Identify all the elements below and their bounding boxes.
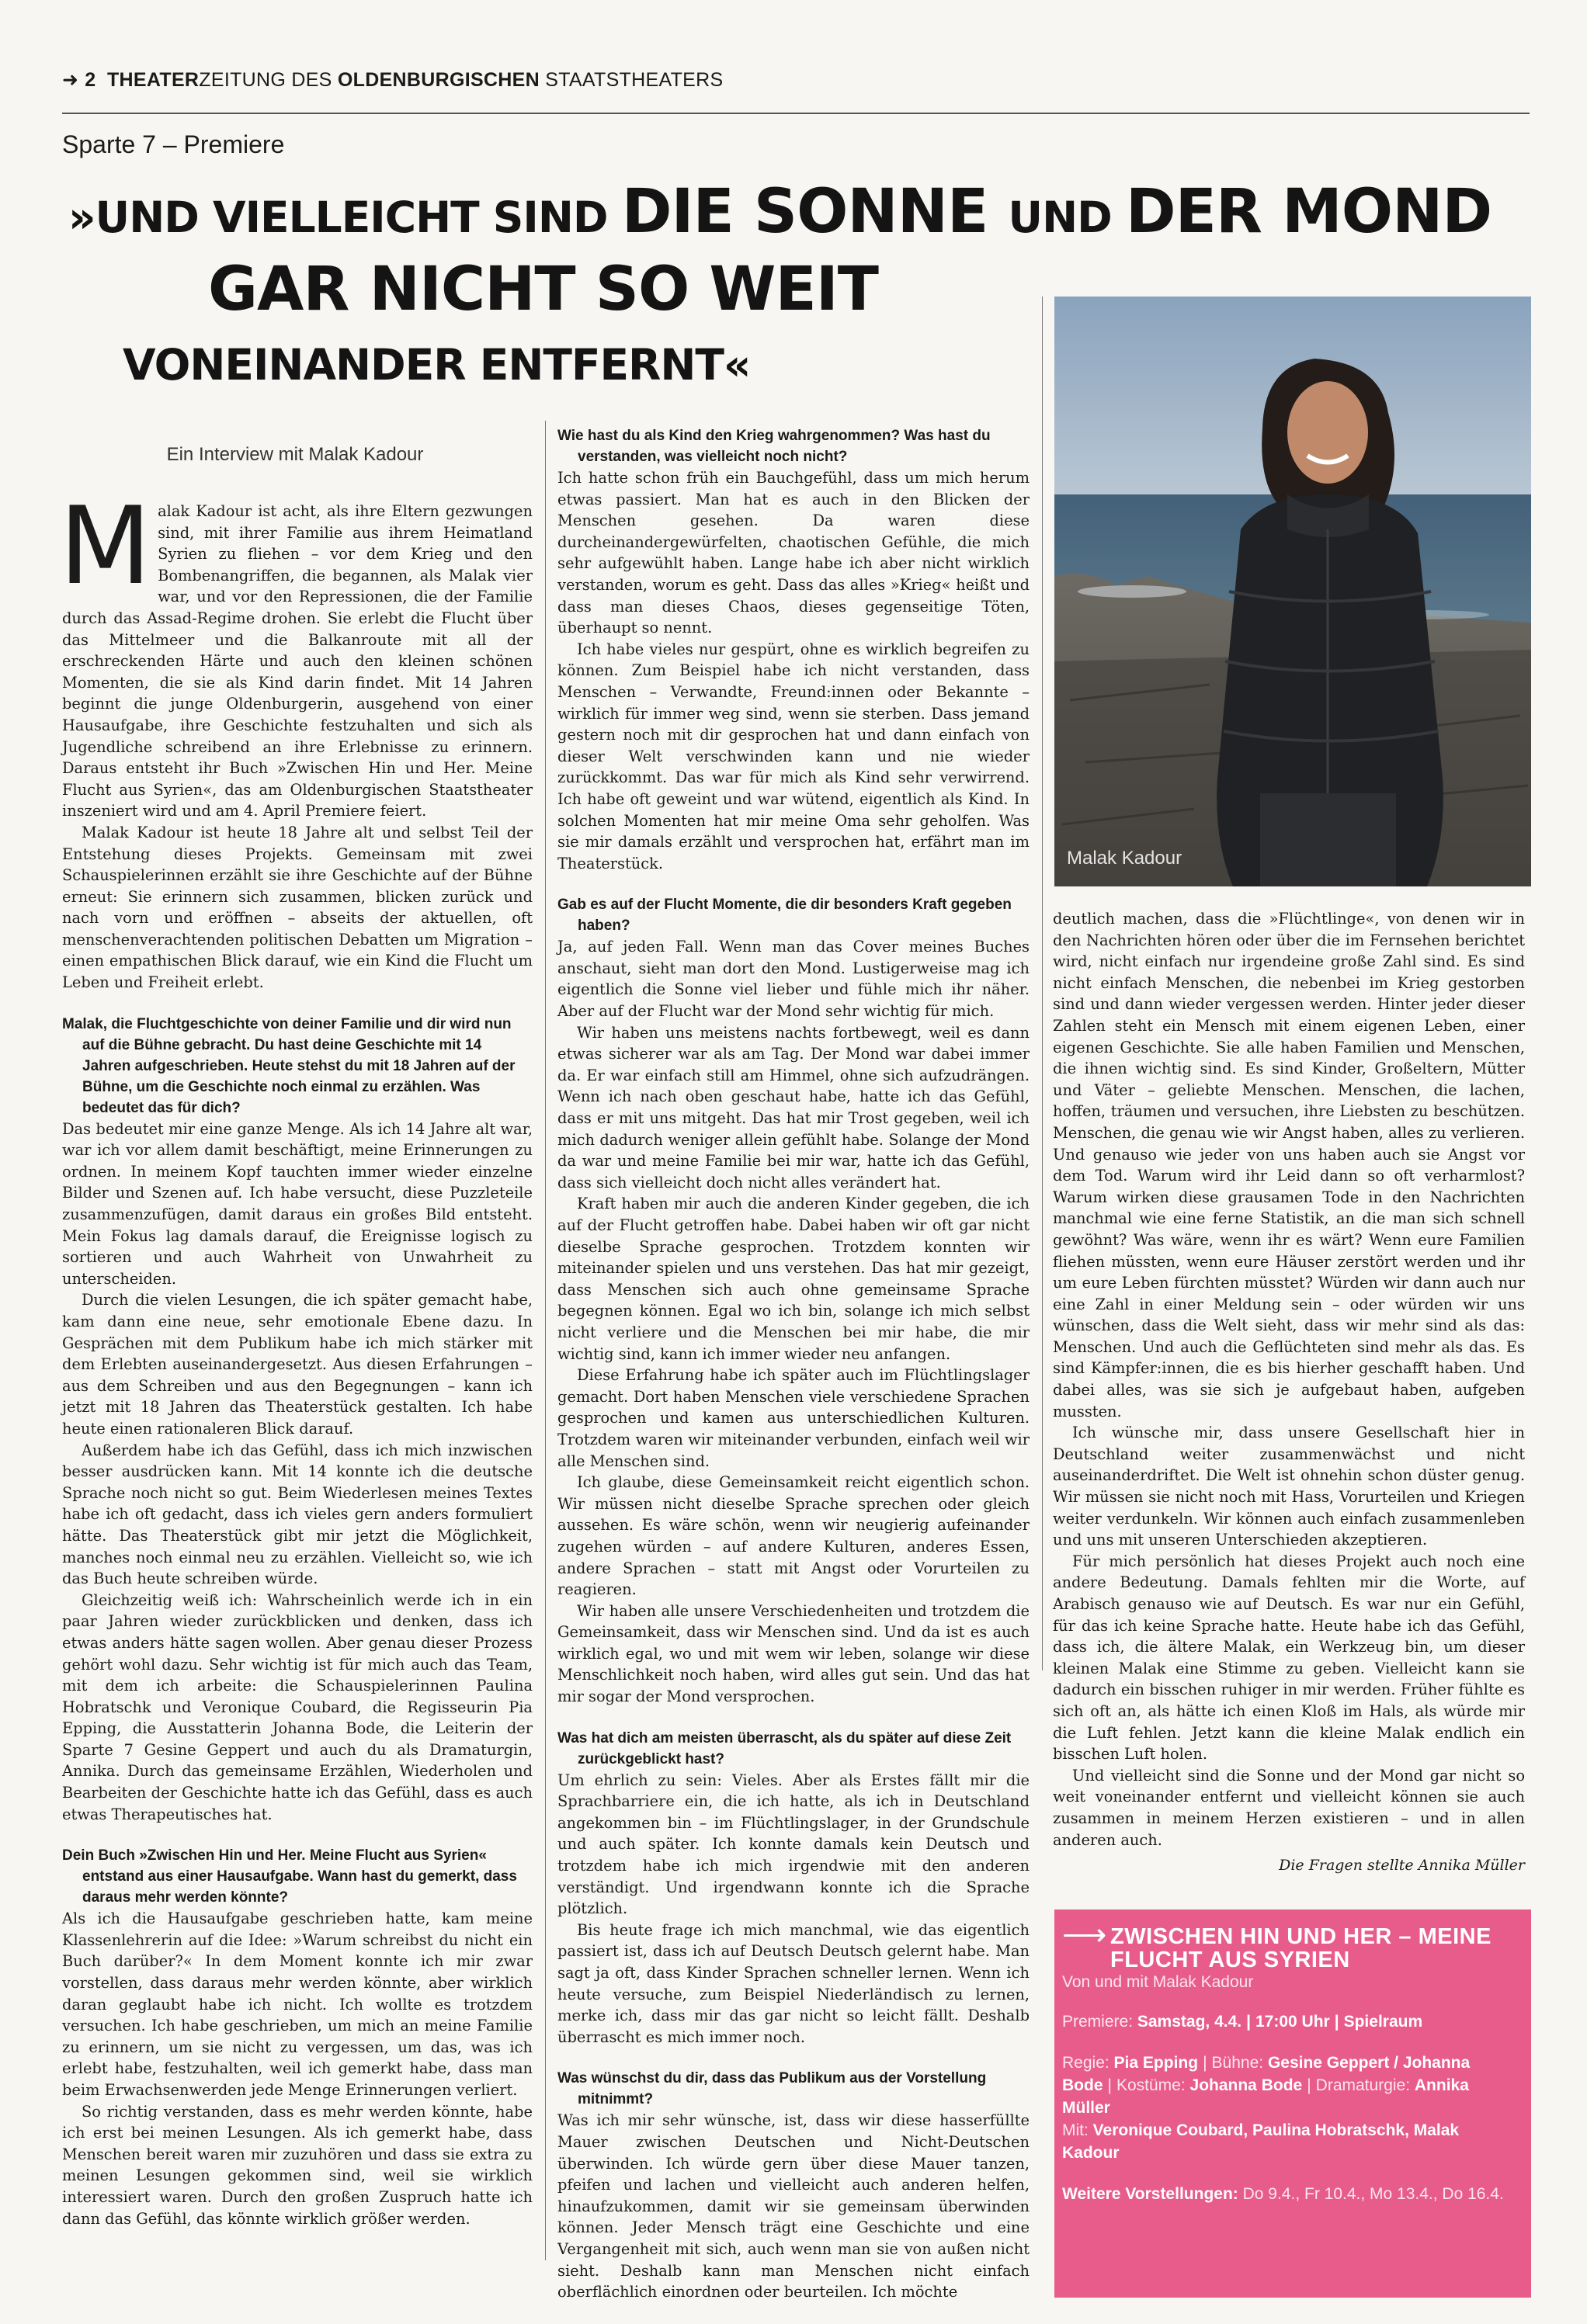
interview-question: Wie hast du als Kind den Krieg wahrgenommen? Was hast du verstanden, was vielleicht noch nicht?	[557, 428, 991, 465]
further-dates-value: Do 9.4., Fr 10.4., Mo 13.4., Do 16.4.	[1242, 2185, 1504, 2203]
interview-question: Dein Buch »Zwischen Hin und Her. Meine Flucht aus Syrien« entstand aus einer Hausaufgabe. Wann hast du gemerkt, dass daraus mehr werden könnte?	[62, 1847, 517, 1906]
paragraph: Ich glaube, diese Gemeinsamkeit reicht eigentlich schon. Wir müssen nicht dieselbe Sprache sprechen oder gleich aussehen. Es wäre schön, wenn wir neugierig aufeinander zugehen würden – auf andere Kulturen, anderes Essen, andere Sprachen – statt mit Angst oder Vorurteilen zu reagieren.	[557, 1473, 1030, 1599]
cast-list: Veronique Coubard, Paulina Hobratschk, Malak Kadour	[1062, 2121, 1460, 2162]
article-column-2	[557, 425, 1030, 2303]
credit-value: Annika Müller	[1062, 2076, 1469, 2117]
team-credits: Regie: Pia Epping | Bühne: Gesine Geppert / Johanna Bode | Kostüme: Johanna Bode | Dramaturgie: Annika Müller Mit: Veronique Coubard, Paulina Hobratschk, Malak Kadour	[1062, 2054, 1471, 2162]
interview-question: Malak, die Fluchtgeschichte von deiner Familie und dir wird nun auf die Bühne gebracht. Du hast deine Geschichte mit 14 Jahren aufgeschrieben. Heute stehst du mit 18 Jahren auf der Bühne, um die Geschichte noch einmal zu erzählen. Was bedeutet das für dich?	[62, 1015, 516, 1116]
production-subtitle: Von und mit Malak Kadour	[1062, 1973, 1254, 1991]
page-number: 2	[85, 69, 96, 91]
interview-answer: Ich hatte schon früh ein Bauchgefühl, dass um mich herum etwas passiert. Man hat es auch in den Blicken der Menschen gesehen. Da waren diese durcheinandergewürfelten, chaotischen Gefühle, die mich sehr aufgewühlt haben. Lange habe ich aber nicht wirklich verstanden, worum es geht. Dass das alles »Krieg« heißt und dass man dieses Chaos, dieses gegenseitige Töten, überhaupt so nennt.	[557, 469, 1030, 637]
headline-part: UND	[1008, 193, 1126, 242]
portrait-illustration	[1054, 297, 1531, 886]
paragraph: Kraft haben mir auch die anderen Kinder gegeben, die ich auf der Flucht getroffen habe. Dabei haben wir oft gar nicht dieselbe Sprache gesprochen. Trotzdem konnten wir miteinander spielen und uns verstehen. Das hat mir gezeigt, dass Menschen sich auch ohne gemeinsame Sprache begegnen können. Egal wo ich bin, solange ich mich selbst nicht verliere und die Menschen bei mir habe, die mir wichtig sind, kann ich immer wieder neu anfangen.	[557, 1195, 1030, 1363]
interview-answer: Um ehrlich zu sein: Vieles. Aber als Erstes fällt mir die Sprachbarriere ein, die ich hatte, als ich in Deutschland angekommen bin – im Flüchtlingslager, in der Grundschule und auch später. Ich konnte damals kein Deutsch und trotzdem habe ich mich irgendwie mit den anderen verständigt. Und irgendwann konnte ich die Sprache plötzlich.	[557, 1771, 1030, 1918]
credit-label: Kostüme:	[1116, 2076, 1190, 2094]
credit-label: Bühne:	[1211, 2054, 1268, 2072]
arrow-right-icon: ➜	[62, 69, 79, 91]
house-rest: STAATSTHEATERS	[539, 69, 724, 91]
premiere-date: Samstag, 4.4.	[1137, 2013, 1242, 2031]
premiere-venue: Spielraum	[1343, 2013, 1423, 2031]
headline-part: DIE SONNE	[621, 177, 1009, 247]
paragraph: Ich habe vieles nur gespürt, ohne es wirklich begreifen zu können. Zum Beispiel habe ich nicht verstanden, dass Menschen – Verwandte, Freund:innen oder Bekannte – wirklich für immer weg sind, wenn sie sterben. Dass jemand gestern noch mit dir gesprochen hat und dann einfach von dieser Welt verschwinden kann und nie wieder zurückkommt. Das war für mich als Kind sehr verwirrend. Ich habe oft geweint und war wütend, eigentlich als Kind. In solchen Momenten hat mir meine Oma sehr geholfen. Was sie mir damals erzählt und versprochen hat, erfährt man im Theaterstück.	[557, 640, 1030, 872]
drop-cap: M	[59, 484, 152, 609]
headline-line-1	[68, 177, 1492, 247]
article-column-3	[1053, 908, 1525, 1851]
credit-value: Gesine Geppert / Johanna Bode	[1062, 2054, 1471, 2094]
paragraph: Durch die vielen Lesungen, die ich später gemacht habe, kam dann eine neue, sehr emotionale Ebene dazu. In Gesprächen mit dem Publikum habe ich mich stärker mit dem Erlebten auseinandergesetzt. Aus diesen Erfahrungen – aus dem Schreiben und aus den Begegnungen – kann ich jetzt mit 18 Jahren das Theaterstück gestalten. Ich habe heute einen rationaleren Blick darauf.	[62, 1291, 533, 1438]
paragraph: Wir haben alle unsere Verschiedenheiten und trotzdem die Gemeinsamkeit, dass wir Menschen sind. Und da ist es auch wirklich egal, wo und mit wem wir leben, solange wir diese Menschlichkeit noch haben, wird alles gut sein. Und das hat mir sogar der Mond versprochen.	[557, 1601, 1030, 1706]
intro-text: alak Kadour ist acht, als ihre Eltern gezwungen sind, mit ihrer Familie aus ihrem Heimatland Syrien zu fliehen – vor dem Krieg und den Bombenangriffen, die begannen, als Malak vier war, und vor den Repressionen, die der Familie durch das Assad-Regime drohen. Sie erlebt die Flucht über das Mittelmeer und die Balkanroute mit all der erschreckenden Härte und auch den kleinen schönen Momenten, die sie als Kind darin findet. Mit 14 Jahren beginnt die junge Oldenburgerin, ausgehend von einer Hausaufgabe, ihre Geschichte festzuhalten und sich als Jugendliche schreibend an ihre Erlebnisse zu erinnern. Daraus entsteht ihr Buch »Zwischen Hin und Her. Meine Flucht aus Syrien«, das am Oldenburgischen Staatstheater inszeniert wird und am 4. April Premiere feiert.	[62, 502, 533, 820]
paragraph: deutlich machen, dass die »Flüchtlinge«, von denen wir in den Nachrichten hören oder über die im Fernsehen berichtet wird, nicht einfach nur irgendeine große Zahl sind. Es sind nicht einfach Menschen, die nebenbei im Krieg gestorben sind und dann wieder vergessen werden. Hinter jeder dieser Zahlen steht ein Mensch mit einem eigenen Leben, einer eigenen Geschichte. Sie alle haben Familien und Menschen, die ihnen wichtig sind. Es sind Kinder, Großeltern, Mütter und Väter – geliebte Menschen. Menschen, die lachen, hoffen, träumen und versuchen, ihre Liebsten zu beschützen. Menschen, die genau wie wir Angst haben, alles zu verlieren. Und genauso wie jeder von uns haben auch sie Angst vor dem Tod. Warum wird ihr Leid dann so oft verharmlost? Warum wirken diese grausamen Tode in den Nachrichten manchmal wie eine ferne Statistik, an die man sich schnell gewöhnt? Was wäre, wenn ihr es wärt? Wenn eure Familien fliehen müssten, wenn eure Häuser zerstört werden und ihr um eure Leben fürchten müsstet? Würden wir dann auch nur eine Zahl in einer Meldung sein – oder würden wir uns wünschen, dass die Welt sieht, dass wir mehr sind als das: Menschen. Und auch die Geflüchteten sind mehr als das. Es sind Kämpfer:innen, die es bis hierher geschafft haben. Und dabei alles, was sie sich je aufgebaut haben, aufgeben mussten.	[1053, 910, 1525, 1420]
headline-part: DER MOND	[1125, 177, 1492, 247]
article-column-1	[59, 484, 533, 2229]
credit-label: Regie:	[1062, 2054, 1114, 2072]
interview-question: Was wünschst du dir, dass das Publikum aus der Vorstellung mitnimmt?	[557, 2070, 987, 2108]
headline-part: »UND VIELLEICHT SIND	[68, 193, 622, 242]
column-divider	[1042, 297, 1043, 1670]
interview-question: Was hat dich am meisten überrascht, als du später auf diese Zeit zurückgeblickt hast?	[557, 1729, 1012, 1767]
further-dates-label: Weitere Vorstellungen:	[1062, 2185, 1243, 2203]
interview-answer: Was ich mir sehr wünsche, ist, dass wir diese hasserfüllte Mauer zwischen Deutschen und Nicht-Deutschen überwinden. Ich würde gern über diese Mauer tanzen, pfeifen und lachen und vielleicht auch anderen helfen, hinaufzukommen, damit wir sie gemeinsam überwinden können. Jeder Mensch trägt eine Geschichte und eine Vergangenheit mit sich, auch wenn man sie von außen nicht sieht. Deshalb kann man Menschen nicht einfach oberflächlich einordnen oder beurteilen. Ich möchte	[557, 2111, 1030, 2301]
page-header	[62, 68, 723, 92]
performance-info-box	[1054, 1909, 1531, 2298]
premiere-info: Premiere: Samstag, 4.4. | 17:00 Uhr | Spielraum	[1062, 2013, 1423, 2031]
byline: Ein Interview mit Malak Kadour	[166, 444, 424, 465]
premiere-time: 17:00 Uhr	[1255, 2013, 1330, 2031]
production-title-text: ZWISCHEN HIN UND HER – MEINE FLUCHT AUS SYRIEN	[1110, 1924, 1492, 1972]
production-title	[1062, 1918, 1520, 1972]
paragraph: Malak Kadour ist heute 18 Jahre alt und selbst Teil der Entstehung dieses Projekts. Gemeinsam mit zwei Schauspielerinnen erzählt sie ihre Geschichte auf der Bühne erneut: Sie erinnern sich zusammen, blicken zurück und nach vorn und eröffnen – abseits der aktuellen, oft menschenverachtenden politischen Debatten um Migration – einen empathischen Blick darauf, wie ein Kind die Flucht um Leben und Freiheit erlebt.	[62, 823, 533, 992]
credit-value: Pia Epping	[1113, 2054, 1199, 2072]
paragraph: Und vielleicht sind die Sonne und der Mond gar nicht so weit voneinander entfernt und vielleicht können sie auch zusammen in meinem Herzen existieren – und in allen anderen auch.	[1053, 1766, 1525, 1849]
intro-paragraph	[59, 484, 533, 822]
paragraph: Bis heute frage ich mich manchmal, wie das eigentlich passiert ist, dass ich auf Deutsch Deutsch gelernt habe. Man sagt ja oft, dass Kinder Sprachen schneller lernen. Wenn ich heute versuche, zum Beispiel Niederländisch zu lernen, merke ich, dass mir das gar nicht so leicht fällt. Deshalb überrascht es mich immer noch.	[557, 1920, 1030, 2046]
credit-label: Dramaturgie:	[1315, 2076, 1415, 2094]
interview-answer: Als ich die Hausaufgabe geschrieben hatte, kam meine Klassenlehrerin auf die Idee: »Warum schreibst du nicht ein Buch darüber?« In dem Moment konnte ich mir zwar vorstellen, dass daraus mehr werden könnte, aber wirklich daran geglaubt habe ich nicht. Ich wollte es trotzdem versuchen. Ich habe geschrieben, um mich an meine Familie zu erinnern, um sie nicht zu vergessen, um das, was ich erlebt habe, festzuhalten, weil ich gemerkt habe, dass man beim Erwachsenwerden jede Menge Erinnerungen verliert.	[62, 1909, 533, 2099]
interview-answer: Das bedeutet mir eine ganze Menge. Als ich 14 Jahre alt war, war ich vor allem damit beschäftigt, meine Erinnerungen zu ordnen. In meinem Kopf tauchten immer wieder einzelne Bilder und Szenen auf. Ich habe versucht, diese Puzzleteile zusammenzufügen, damit daraus ein großes Bild entsteht. Mein Fokus lag damals darauf, die Ereignisse logisch zu sortieren und auch Wahrheit von Unwahrheit zu unterscheiden.	[62, 1119, 533, 1288]
credit-label: Mit:	[1062, 2121, 1093, 2139]
arrow-right-icon: ⟶	[1062, 1918, 1107, 1952]
interviewer-credit: Die Fragen stellte Annika Müller	[1279, 1857, 1525, 1874]
house-bold: OLDENBURGISCHEN	[337, 69, 540, 91]
brand-bold: THEATER	[106, 69, 200, 91]
interview-answer: Ja, auf jeden Fall. Wenn man das Cover meines Buches anschaut, sieht man dort den Mond. Lustigerweise mag ich eigentlich die Sonne viel lieber und fühle mich ihr näher. Aber auf der Flucht war der Mond sehr wichtig für mich.	[557, 938, 1030, 1021]
header-divider	[62, 113, 1530, 114]
portrait-photo	[1054, 297, 1531, 886]
paragraph: Gleichzeitig weiß ich: Wahrscheinlich werde ich in ein paar Jahren wieder zurückblicken und denken, dass ich etwas anders hätte sagen wollen. Aber genau dieser Prozess gehört wohl dazu. Sehr wichtig ist für mich auch das Team, mit dem ich arbeite: die Schauspielerinnen Paulina Hobratschk und Veronique Coubard, die Regisseurin Pia Epping, die Ausstatterin Johanna Bode, die Leiterin der Sparte 7 Gesine Geppert und auch du als Dramaturgin, Annika. Durch das gemeinsame Erzählen, Wiederholen und Bearbeiten der Geschichte hatte ich das Gefühl, dass es auch etwas Therapeutisches hat.	[62, 1590, 533, 1823]
interview-question: Gab es auf der Flucht Momente, die dir besonders Kraft gegeben haben?	[557, 897, 1012, 935]
paragraph: Diese Erfahrung habe ich später auch im Flüchtlingslager gemacht. Dort haben Menschen viele verschiedene Sprachen gesprochen und kamen aus unterschiedlichen Kulturen. Trotzdem waren wir miteinander verbunden, einfach weil wir alle Menschen sind.	[557, 1366, 1030, 1470]
paragraph: Ich wünsche mir, dass unsere Gesellschaft hier in Deutschland weiter zusammenwächst und nicht auseinanderdriftet. Die Welt ist ohnehin schon düster genug. Wir müssen sie nicht noch mit Hass, Vorurteilen und Kriegen weiter verdunkeln. Wir können auch einfach zusammenleben und uns mit unseren Unterschieden akzeptieren.	[1053, 1424, 1525, 1549]
section-label: Sparte 7 – Premiere	[62, 130, 285, 158]
column-divider	[545, 421, 546, 2260]
paragraph: Für mich persönlich hat dieses Projekt auch noch eine andere Bedeutung. Damals fehlten mir die Worte, auf Arabisch genauso wie auf Deutsch. Es war nur ein Gefühl, für das ich keine Sprache hatte. Heute habe ich das Gefühl, dass ich, die ältere Malak, ein Werkzeug bin, um dieser kleinen Malak eine Stimme zu geben. Vielleicht kann sie dadurch ein bisschen ruhiger in mir werden. Früher fühlte es sich oft an, als hätte ich einen Kloß im Hals, als würde mir die Luft fehlen. Jetzt kann die kleine Malak endlich ein bisschen Luft holen.	[1053, 1552, 1525, 1764]
headline-line-3: VONEINANDER ENTFERNT«	[123, 340, 751, 390]
headline-line-2: GAR NICHT SO WEIT	[208, 255, 878, 324]
paragraph: Außerdem habe ich das Gefühl, dass ich mich inzwischen besser ausdrücken kann. Mit 14 konnte ich die deutsche Sprache noch nicht so gut. Beim Wiederlesen meines Textes habe ich oft gedacht, dass ich vieles gern anders formuliert hätte. Das Theaterstück gibt mir jetzt die Möglichkeit, manches noch einmal neu zu erzählen. Vielleicht so, wie ich das Buch heute schreiben würde.	[62, 1441, 533, 1588]
brand-rest: ZEITUNG DES	[199, 69, 338, 91]
paragraph: Wir haben uns meistens nachts fortbewegt, weil es dann etwas sicherer war als am Tag. Der Mond war dabei immer da. Er war einfach still am Himmel, ohne sich aufzudrängen. Wenn ich nach oben geschaut habe, hatte ich das Gefühl, dass er mit uns mitgeht. Das hat mir Trost gegeben, weil ich mich dadurch weniger allein gefühlt habe. Solange der Mond da war und meine Familie bei mir war, hatte ich das Gefühl, dass sich vielleicht doch nicht alles verändert hat.	[557, 1023, 1030, 1191]
paragraph: So richtig verstanden, dass es mehr werden könnte, habe ich erst bei meinen Lesungen. Als ich gemerkt habe, dass Menschen bereit waren mir zuzuhören und dass sie extra zu meinen Lesungen gekommen sind, weil sie wirklich interessiert waren. Durch den großen Zuspruch hatte ich dann das Gefühl, das könnte wirklich größer werden.	[62, 2102, 533, 2228]
premiere-label: Premiere:	[1062, 2013, 1137, 2031]
credit-value: Johanna Bode	[1189, 2076, 1303, 2094]
further-dates	[1062, 2183, 1520, 2205]
photo-caption: Malak Kadour	[1067, 848, 1182, 869]
